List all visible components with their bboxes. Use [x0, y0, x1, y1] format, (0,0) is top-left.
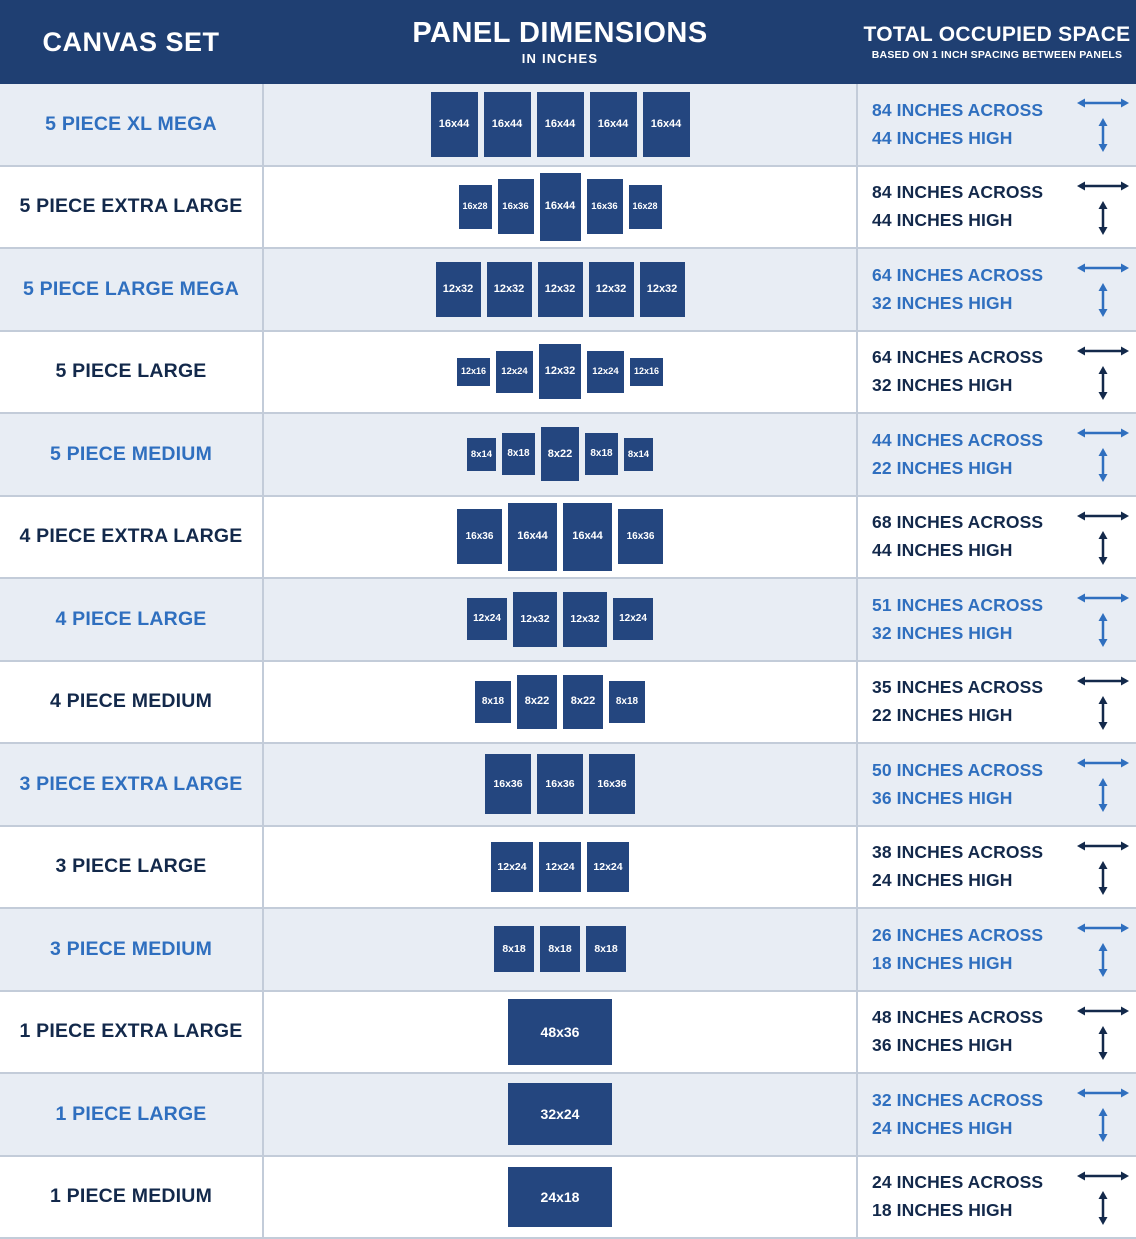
dimension-arrows	[1076, 839, 1130, 895]
vertical-arrow-icon	[1096, 861, 1110, 895]
panel: 48x36	[508, 999, 612, 1065]
panel-layout	[262, 992, 858, 1073]
total-across: 38 INCHES ACROSS	[872, 842, 1043, 863]
horizontal-arrow-icon	[1077, 1004, 1129, 1018]
total-wrap	[872, 179, 1136, 235]
dimension-arrows	[1076, 426, 1130, 482]
panel-group	[459, 167, 662, 248]
vertical-arrow-icon	[1096, 1026, 1110, 1060]
panel: 12x32	[589, 262, 634, 317]
total-lines	[872, 265, 1043, 314]
total-high: 36 INCHES HIGH	[872, 788, 1043, 809]
total-occupied-space	[858, 1074, 1136, 1155]
vertical-arrow-icon	[1096, 1191, 1110, 1225]
panel-group	[485, 744, 635, 825]
canvas-set-name: 1 PIECE MEDIUM	[0, 1157, 262, 1238]
panel-layout	[262, 84, 858, 165]
total-occupied-space	[858, 167, 1136, 248]
total-across: 51 INCHES ACROSS	[872, 595, 1043, 616]
total-occupied-space	[858, 1157, 1136, 1238]
table-body	[0, 84, 1136, 1239]
table-row	[0, 247, 1136, 330]
total-wrap	[872, 426, 1136, 482]
panel-layout	[262, 1157, 858, 1238]
horizontal-arrow-icon	[1077, 96, 1129, 110]
canvas-set-name: 1 PIECE LARGE	[0, 1074, 262, 1155]
canvas-set-name: 5 PIECE LARGE	[0, 332, 262, 413]
header-canvas-set: CANVAS SET	[0, 27, 262, 58]
panel-group	[467, 414, 653, 495]
panel: 8x18	[475, 681, 511, 723]
panel: 8x18	[586, 926, 626, 972]
total-high: 32 INCHES HIGH	[872, 293, 1043, 314]
dimension-arrows	[1076, 179, 1130, 235]
total-lines	[872, 595, 1043, 644]
total-wrap	[872, 261, 1136, 317]
table-header	[0, 0, 1136, 84]
total-lines	[872, 100, 1043, 149]
panel-group	[457, 497, 663, 578]
panel: 8x22	[541, 427, 579, 481]
total-high: 22 INCHES HIGH	[872, 705, 1043, 726]
total-across: 64 INCHES ACROSS	[872, 347, 1043, 368]
vertical-arrow-icon	[1096, 613, 1110, 647]
total-lines	[872, 760, 1043, 809]
panel-group	[491, 827, 629, 908]
total-lines	[872, 677, 1043, 726]
horizontal-arrow-icon	[1077, 921, 1129, 935]
total-wrap	[872, 96, 1136, 152]
panel-layout	[262, 332, 858, 413]
panel-layout	[262, 249, 858, 330]
total-high: 24 INCHES HIGH	[872, 870, 1043, 891]
total-wrap	[872, 1086, 1136, 1142]
vertical-arrow-icon	[1096, 118, 1110, 152]
panel-layout	[262, 1074, 858, 1155]
panel: 16x36	[589, 754, 635, 814]
dimension-arrows	[1076, 756, 1130, 812]
total-high: 24 INCHES HIGH	[872, 1118, 1043, 1139]
dimension-arrows	[1076, 921, 1130, 977]
panel: 12x16	[630, 358, 663, 386]
vertical-arrow-icon	[1096, 1108, 1110, 1142]
canvas-set-name: 1 PIECE EXTRA LARGE	[0, 992, 262, 1073]
total-high: 44 INCHES HIGH	[872, 540, 1043, 561]
total-high: 18 INCHES HIGH	[872, 953, 1043, 974]
header-panel-dimensions-subtitle: IN INCHES	[262, 51, 858, 66]
panel: 8x14	[467, 438, 496, 471]
dimension-arrows	[1076, 674, 1130, 730]
panel: 12x32	[487, 262, 532, 317]
dimension-arrows	[1076, 261, 1130, 317]
panel: 8x22	[563, 675, 603, 729]
header-total-title: TOTAL OCCUPIED SPACE	[858, 23, 1136, 46]
vertical-arrow-icon	[1096, 201, 1110, 235]
header-total-subtitle: BASED ON 1 INCH SPACING BETWEEN PANELS	[858, 49, 1136, 61]
panel: 8x18	[494, 926, 534, 972]
total-occupied-space	[858, 84, 1136, 165]
horizontal-arrow-icon	[1077, 261, 1129, 275]
total-high: 44 INCHES HIGH	[872, 210, 1043, 231]
panel: 12x32	[513, 592, 557, 647]
table-row	[0, 990, 1136, 1073]
panel: 12x32	[436, 262, 481, 317]
panel-group	[508, 1074, 612, 1155]
canvas-set-name: 4 PIECE EXTRA LARGE	[0, 497, 262, 578]
panel: 16x44	[643, 92, 690, 157]
panel: 16x44	[431, 92, 478, 157]
header-panel-dimensions	[262, 18, 858, 65]
table-row	[0, 330, 1136, 413]
total-wrap	[872, 1169, 1136, 1225]
panel-layout	[262, 167, 858, 248]
panel: 12x24	[467, 598, 507, 640]
total-high: 44 INCHES HIGH	[872, 128, 1043, 149]
total-lines	[872, 182, 1043, 231]
total-occupied-space	[858, 992, 1136, 1073]
panel: 8x18	[540, 926, 580, 972]
horizontal-arrow-icon	[1077, 756, 1129, 770]
panel-layout	[262, 662, 858, 743]
panel: 12x16	[457, 358, 490, 386]
dimension-arrows	[1076, 96, 1130, 152]
vertical-arrow-icon	[1096, 778, 1110, 812]
vertical-arrow-icon	[1096, 696, 1110, 730]
horizontal-arrow-icon	[1077, 591, 1129, 605]
table-row	[0, 825, 1136, 908]
table-row	[0, 907, 1136, 990]
total-high: 22 INCHES HIGH	[872, 458, 1043, 479]
panel: 12x24	[496, 351, 533, 393]
total-across: 50 INCHES ACROSS	[872, 760, 1043, 781]
canvas-set-name: 5 PIECE XL MEGA	[0, 84, 262, 165]
panel-group	[431, 84, 690, 165]
panel: 12x24	[587, 351, 624, 393]
horizontal-arrow-icon	[1077, 344, 1129, 358]
panel: 12x32	[563, 592, 607, 647]
canvas-set-name: 5 PIECE MEDIUM	[0, 414, 262, 495]
vertical-arrow-icon	[1096, 366, 1110, 400]
panel: 16x44	[484, 92, 531, 157]
panel: 8x18	[609, 681, 645, 723]
total-lines	[872, 842, 1043, 891]
panel: 16x36	[537, 754, 583, 814]
total-lines	[872, 925, 1043, 974]
panel-group	[508, 1157, 612, 1238]
horizontal-arrow-icon	[1077, 839, 1129, 853]
panel: 16x36	[485, 754, 531, 814]
table-row	[0, 1072, 1136, 1155]
total-wrap	[872, 921, 1136, 977]
total-occupied-space	[858, 579, 1136, 660]
total-lines	[872, 347, 1043, 396]
total-wrap	[872, 1004, 1136, 1060]
panel-group	[494, 909, 626, 990]
total-lines	[872, 430, 1043, 479]
total-occupied-space	[858, 249, 1136, 330]
total-occupied-space	[858, 909, 1136, 990]
panel: 12x24	[613, 598, 653, 640]
total-occupied-space	[858, 744, 1136, 825]
panel: 16x36	[587, 179, 623, 234]
panel: 16x28	[459, 185, 492, 229]
total-lines	[872, 512, 1043, 561]
panel: 16x44	[563, 503, 612, 571]
horizontal-arrow-icon	[1077, 509, 1129, 523]
dimension-arrows	[1076, 591, 1130, 647]
panel-group	[457, 332, 663, 413]
panel-group	[467, 579, 653, 660]
canvas-set-name: 4 PIECE LARGE	[0, 579, 262, 660]
table-row	[0, 742, 1136, 825]
header-total-occupied-space	[858, 23, 1136, 61]
total-occupied-space	[858, 414, 1136, 495]
horizontal-arrow-icon	[1077, 1169, 1129, 1183]
panel-layout	[262, 827, 858, 908]
total-lines	[872, 1090, 1043, 1139]
vertical-arrow-icon	[1096, 448, 1110, 482]
panel: 16x28	[629, 185, 662, 229]
dimension-arrows	[1076, 509, 1130, 565]
panel: 12x32	[538, 262, 583, 317]
total-lines	[872, 1172, 1043, 1221]
table-row	[0, 412, 1136, 495]
panel-layout	[262, 909, 858, 990]
total-wrap	[872, 509, 1136, 565]
panel: 32x24	[508, 1083, 612, 1145]
total-across: 44 INCHES ACROSS	[872, 430, 1043, 451]
canvas-set-name: 3 PIECE LARGE	[0, 827, 262, 908]
total-across: 24 INCHES ACROSS	[872, 1172, 1043, 1193]
canvas-set-name: 3 PIECE MEDIUM	[0, 909, 262, 990]
dimension-arrows	[1076, 1004, 1130, 1060]
total-high: 32 INCHES HIGH	[872, 623, 1043, 644]
panel-group	[508, 992, 612, 1073]
horizontal-arrow-icon	[1077, 674, 1129, 688]
total-occupied-space	[858, 662, 1136, 743]
total-across: 48 INCHES ACROSS	[872, 1007, 1043, 1028]
total-wrap	[872, 344, 1136, 400]
total-across: 35 INCHES ACROSS	[872, 677, 1043, 698]
total-wrap	[872, 591, 1136, 647]
panel-layout	[262, 579, 858, 660]
panel: 16x44	[540, 173, 581, 241]
total-occupied-space	[858, 332, 1136, 413]
total-occupied-space	[858, 827, 1136, 908]
total-occupied-space	[858, 497, 1136, 578]
total-across: 84 INCHES ACROSS	[872, 100, 1043, 121]
panel-group	[475, 662, 645, 743]
dimension-arrows	[1076, 1086, 1130, 1142]
vertical-arrow-icon	[1096, 531, 1110, 565]
panel: 16x36	[618, 509, 663, 564]
horizontal-arrow-icon	[1077, 179, 1129, 193]
total-across: 68 INCHES ACROSS	[872, 512, 1043, 533]
table-row	[0, 84, 1136, 165]
table-row	[0, 1155, 1136, 1239]
panel: 16x44	[508, 503, 557, 571]
panel: 12x24	[587, 842, 629, 892]
vertical-arrow-icon	[1096, 943, 1110, 977]
table-row	[0, 577, 1136, 660]
total-high: 36 INCHES HIGH	[872, 1035, 1043, 1056]
panel: 8x18	[502, 433, 535, 475]
panel-layout	[262, 414, 858, 495]
dimension-arrows	[1076, 1169, 1130, 1225]
dimension-arrows	[1076, 344, 1130, 400]
panel: 8x18	[585, 433, 618, 475]
panel: 16x36	[498, 179, 534, 234]
total-high: 32 INCHES HIGH	[872, 375, 1043, 396]
panel: 8x14	[624, 438, 653, 471]
horizontal-arrow-icon	[1077, 426, 1129, 440]
panel: 16x44	[537, 92, 584, 157]
vertical-arrow-icon	[1096, 283, 1110, 317]
total-across: 84 INCHES ACROSS	[872, 182, 1043, 203]
canvas-set-name: 5 PIECE EXTRA LARGE	[0, 167, 262, 248]
canvas-set-name: 5 PIECE LARGE MEGA	[0, 249, 262, 330]
panel: 24x18	[508, 1167, 612, 1227]
total-lines	[872, 1007, 1043, 1056]
total-across: 64 INCHES ACROSS	[872, 265, 1043, 286]
panel: 16x36	[457, 509, 502, 564]
table-row	[0, 165, 1136, 248]
header-panel-dimensions-title: PANEL DIMENSIONS	[262, 18, 858, 48]
panel-group	[436, 249, 685, 330]
table-row	[0, 495, 1136, 578]
panel: 12x24	[539, 842, 581, 892]
table-row	[0, 660, 1136, 743]
panel: 12x32	[539, 344, 581, 399]
total-wrap	[872, 839, 1136, 895]
total-high: 18 INCHES HIGH	[872, 1200, 1043, 1221]
total-across: 26 INCHES ACROSS	[872, 925, 1043, 946]
panel: 12x32	[640, 262, 685, 317]
total-wrap	[872, 756, 1136, 812]
panel-layout	[262, 497, 858, 578]
total-across: 32 INCHES ACROSS	[872, 1090, 1043, 1111]
total-wrap	[872, 674, 1136, 730]
canvas-set-name: 3 PIECE EXTRA LARGE	[0, 744, 262, 825]
horizontal-arrow-icon	[1077, 1086, 1129, 1100]
panel: 16x44	[590, 92, 637, 157]
panel: 12x24	[491, 842, 533, 892]
panel: 8x22	[517, 675, 557, 729]
canvas-set-name: 4 PIECE MEDIUM	[0, 662, 262, 743]
panel-layout	[262, 744, 858, 825]
